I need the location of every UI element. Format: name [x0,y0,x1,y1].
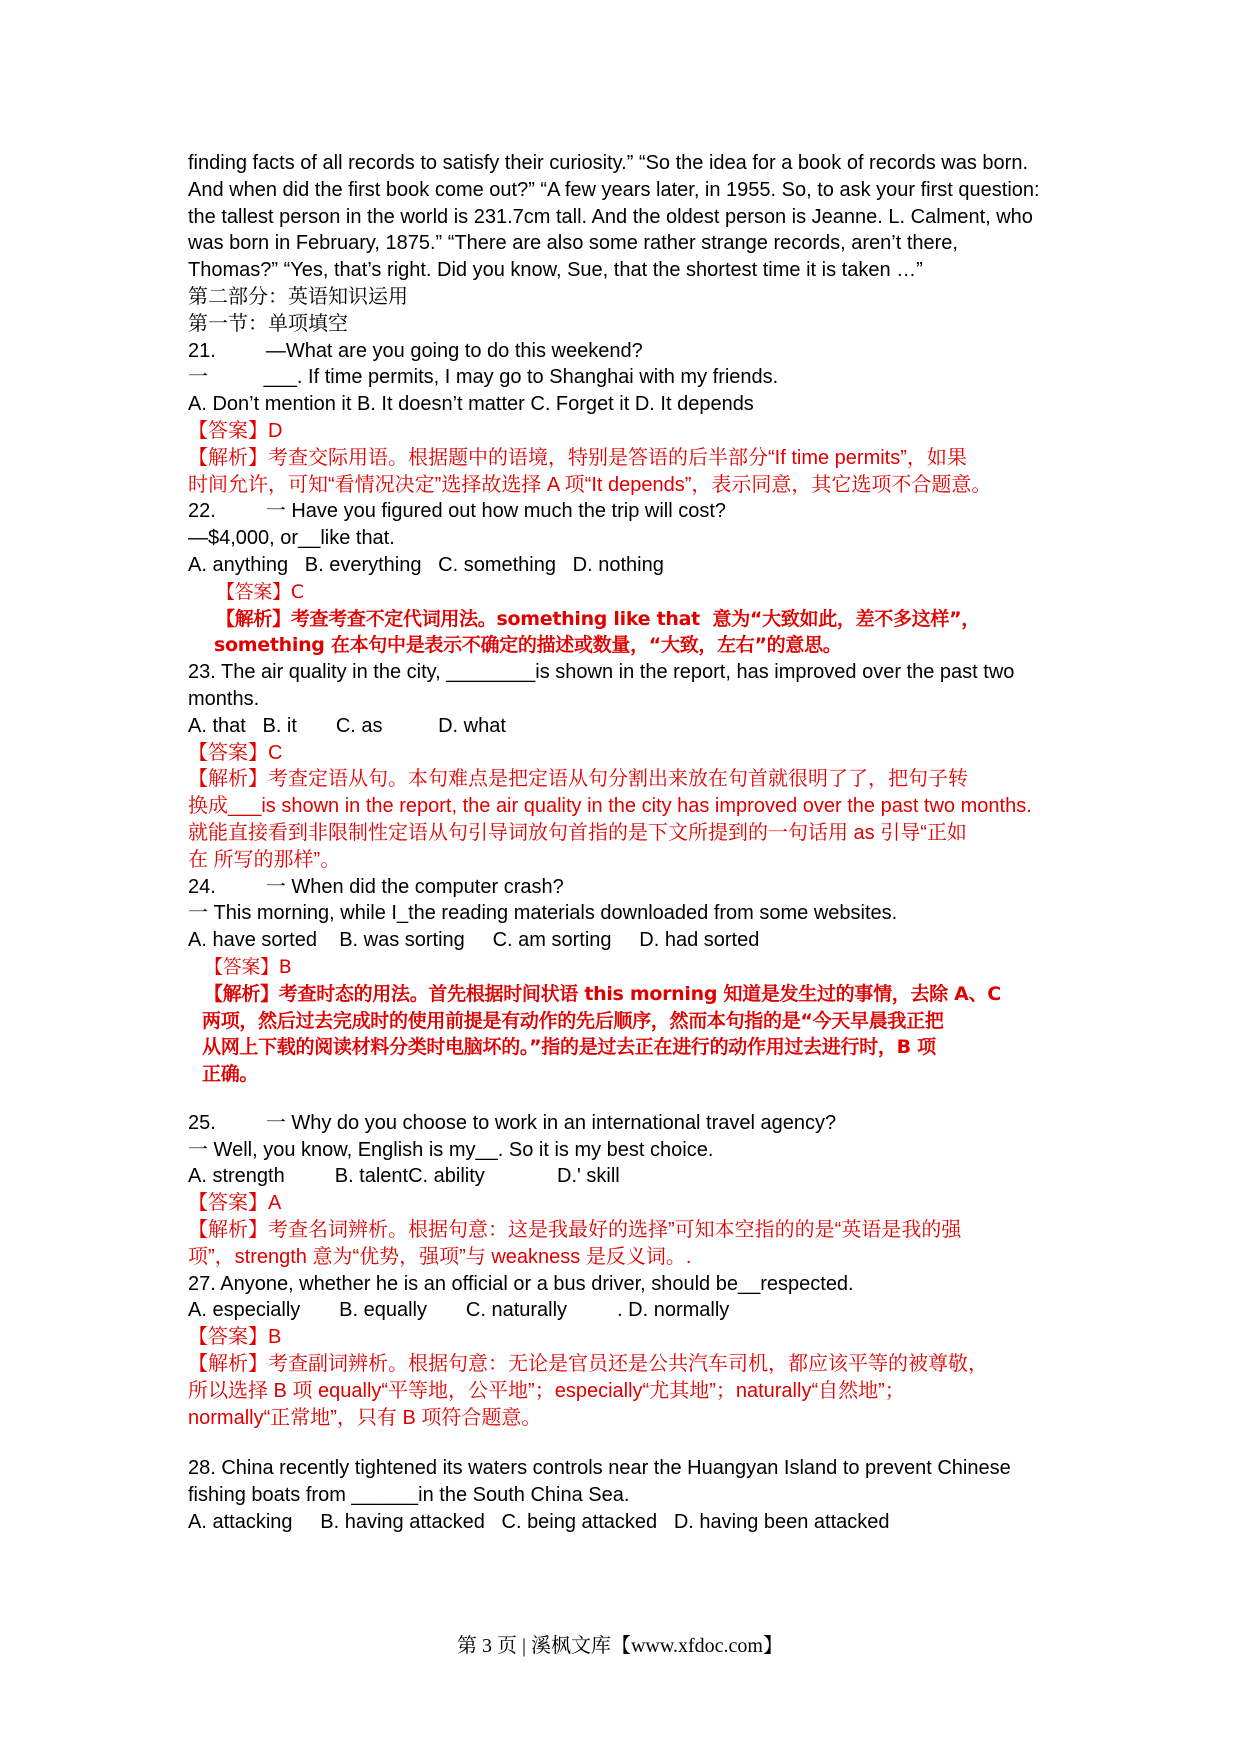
question-24-reply: 一 This morning, while I_the reading materials downloaded from some websites. [188,902,898,925]
question-24-explanation: 从网上下载的阅读材料分类时电脑坏的。”指的是过去正在进行的动作用过去进行时，B 项 [202,1036,936,1059]
question-27-answer: 【答案】B [188,1326,282,1349]
question-23-explanation: 在 所写的那样”。 [188,848,341,871]
question-22-explanation: 【解析】考查考查不定代词用法。something like that 意为“大致如此，差不多这样”， [216,607,980,630]
question-23-answer: 【答案】C [188,741,283,764]
question-24-options: A. have sorted B. was sorting C. am sorting D. had sorted [188,929,760,952]
question-22-explanation: something 在本句中是表示不确定的描述或数量，“大致，左右”的意思。 [214,634,842,657]
question-23: 23. The air quality in the city, ________is shown in the report, has improved over the past two [188,661,1015,684]
question-27-options: A. especially B. equally C. naturally . D. normally [188,1299,730,1322]
passage-line: Thomas?” “Yes, that’s right. Did you know, Sue, that the shortest time it is taken …” [188,259,923,282]
question-27: 27. Anyone, whether he is an official or a bus driver, should be__respected. [188,1272,854,1295]
passage-line: finding facts of all records to satisfy their curiosity.” “So the idea for a book of records was born. [188,152,1029,174]
question-23-explanation: 换成___is shown in the report, the air quality in the city has improved over the past two months. [188,795,1032,818]
question-22-options: A. anything B. everything C. something D. nothing [188,553,664,576]
question-21-options: A. Don’t mention it B. It doesn’t matter C. Forget it D. It depends [188,393,754,416]
question-27-explanation: 所以选择 B 项 equally“平等地，公平地”；especially“尤其地”；naturally“自然地”； [188,1379,905,1402]
question-21-explanation: 时间允许，可知“看情况决定”选择故选择 A 项“It depends”，表示同意，其它选项不合题意。 [188,473,992,496]
question-25-answer: 【答案】A [188,1192,282,1215]
spacer [188,1431,1058,1455]
question-25-options: A. strength B. talentC. ability D.' skill [188,1165,620,1188]
question-24-explanation: 两项，然后过去完成时的使用前提是有动作的先后顺序，然而本句指的是“今天早晨我正把 [202,1009,944,1032]
question-24-answer: 【答案】B [204,955,292,978]
question-28: 28. China recently tightened its waters controls near the Huangyan Island to prevent Chinese [188,1457,1011,1480]
question-25-reply: 一 Well, you know, English is my__. So it is my best choice. [188,1138,714,1161]
question-23-explanation: 就能直接看到非限制性定语从句引导词放句首指的是下文所提到的一句话用 as 引导“正如 [188,821,967,844]
section-heading: 第二部分：英语知识运用 [188,285,408,308]
spacer [188,1088,1058,1110]
question-27-explanation: 【解析】考查副词辨析。根据句意：无论是官员还是公共汽车司机，都应该平等的被尊敬， [188,1353,988,1376]
question-21-reply: 一 ___. If time permits, I may go to Shanghai with my friends. [188,366,779,389]
question-22-answer: 【答案】C [216,580,304,603]
question-25: 25. 一 Why do you choose to work in an international travel agency? [188,1111,837,1134]
question-22: 22. 一 Have you figured out how much the trip will cost? [188,500,727,523]
question-21-explanation: 【解析】考查交际用语。根据题中的语境，特别是答语的后半部分“If time permits”，如果 [188,446,967,469]
passage-line: the tallest person in the world is 231.7cm tall. And the oldest person is Jeanne. L. Calment, who [188,205,1033,228]
question-24-explanation: 【解析】考查时态的用法。首先根据时间状语 this morning 知道是发生过的事情，去除 A、C [204,982,1001,1005]
question-28-cont: fishing boats from ______in the South China Sea. [188,1484,630,1507]
question-27-explanation: normally“正常地”，只有 B 项符合题意。 [188,1406,542,1429]
passage-line: was born in February, 1875.” “There are also some rather strange records, aren’t there, [188,232,958,255]
question-25-explanation: 项”，strength 意为“优势，强项”与 weakness 是反义词。. [188,1245,692,1268]
question-21: 21. —What are you going to do this weekend? [188,339,643,362]
question-24-explanation: 正确。 [202,1063,259,1086]
question-28-options: A. attacking B. having attacked C. being attacked D. having been attacked [188,1511,890,1534]
page-footer: 第 3 页 | 溪枫文库【www.xfdoc.com】 [456,1635,783,1657]
question-22-reply: —$4,000, or__like that. [188,527,395,550]
question-24: 24. 一 When did the computer crash? [188,875,564,898]
document-body [188,150,1058,1536]
passage-line: And when did the first book come out?” “A few years later, in 1955. So, to ask your first question: [188,178,1040,201]
question-25-explanation: 【解析】考查名词辨析。根据句意：这是我最好的选择”可知本空指的的是“英语是我的强 [188,1219,962,1242]
question-23-options: A. that B. it C. as D. what [188,714,506,737]
subsection-heading: 第一节：单项填空 [188,312,348,335]
question-23-explanation: 【解析】考查定语从句。本句难点是把定语从句分割出来放在句首就很明了了，把句子转 [188,768,968,791]
question-21-answer: 【答案】D [188,419,283,442]
question-23-cont: months. [188,687,260,710]
